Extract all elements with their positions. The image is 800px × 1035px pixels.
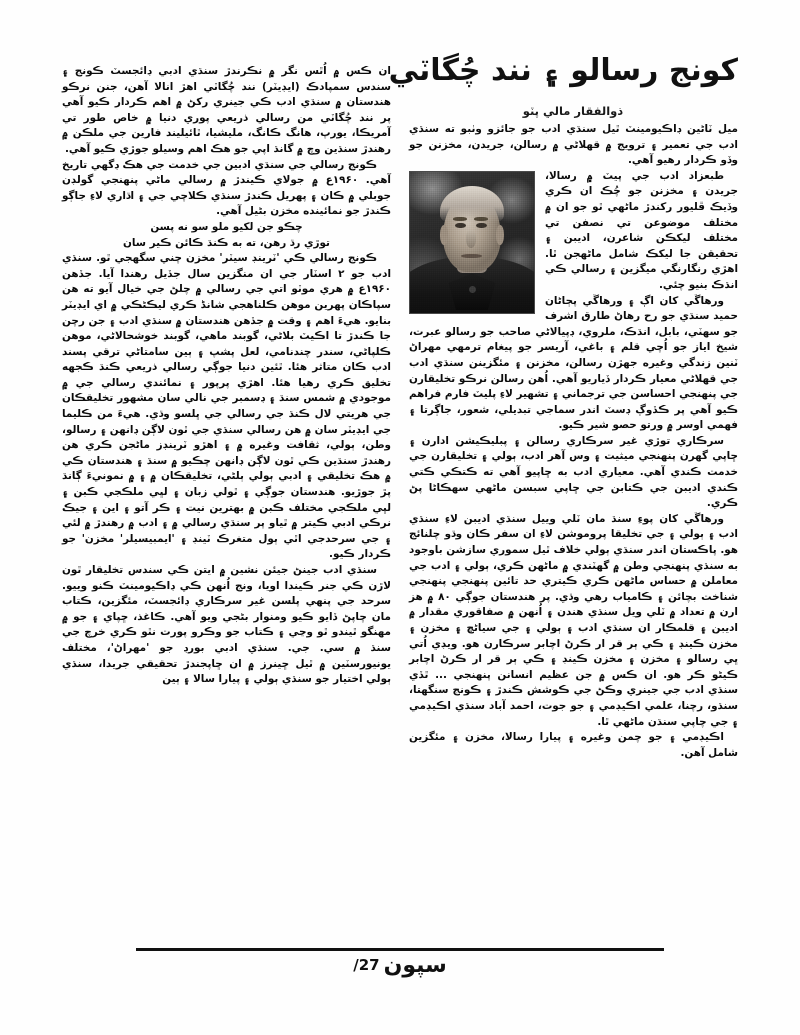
page-title: كونج رسالو ۽ نند چُگاٽي: [388, 53, 738, 88]
footer: [0, 953, 800, 978]
magazine-name: سپون: [383, 953, 447, 978]
author-byline: ذوالفقار مالي پٽو: [522, 104, 624, 118]
paragraph: ڪونج رسالي ڪي 'ٽرينڊ سيٽر' مخزن چني سگهجي ٿو. سنڌي ادب جو ۲ اسٽار جي ان منگزين سال جڏيل رهندا آيا. جڏهن ۱۹۶۰ع ۾ هري موٽو اتي جي رسالي ۾ چلڻ جي خيال آيو ته هن سپاڪان پهرين موهن ڪلناهجي شانڈ ڪري ليڪڻڪي ۾ اي ايڊيٽر بنايو. هيءَ اهم ۽ وقت ۾ جڏهن هندستان ۾ سنڌي ادب ۽ جن رچن جا ڪندڙ تا اڪيٽ بلاڻي، گوبند ماهي، گوبند خوشحالاڻي، موهن ڪلپاڻي، سندر چندنامي، لعل پشپ ۽ ٻين سامتاڻي ترقي پسند ادب ڪان متاثر هئا. ٿئين دنيا جوڳي رسالي ذريعي ڪنڌ ڪجهه تخليق ڪري رهيا هئا. اهڙي پرپور ۽ نمائندي رسالي جي ۾ موجودي ۾ شمس سنڌ ۽ ڊسمبر جي نالي سان مشهور تخليقڪان جي هريتي لال ڪنڌ جي رسالي جي ڀلسو وڌي. هيءَ من ڪليما جي ايڊيٽر سان ۾ هن رسالي سنڌي جي ٿون لاڳن ڊانهن ۽ رسالو، وطن، ٻولي، ثقافت وغيره ۾ ۽ اهڙو ٽرينڊز ماڻجن ڪري هن رهندڙ سنڌين ڪي ٿون لاڳن ڊانهن چڪيو ۾ سنڌ ۽ هندستان ڪي ۾ هڪ تخليقي ۽ ادبي ٻولي ٻلڻي، تخليقڪان ۾ ۽ ۾ نمونيءَ ڳانڌ پڙ جوڙيو. هندستان جوڳي ۽ ٿولي زبان ۽ لڀي ملڪجي ڪبن ۽ لڀي ملڪجي مختلف ڪبن ۾ بهترين نيت ۽ ڪر آتو ۽ اين ۽ جيڪ نرڪي ادبي ڪيتر ۾ ٿياو پر سنڌي رسالي ۾ ۽ ادب ۾ رهندڙ ۾ لئي ۽ جي سرحدجي اٿي ٻول متغرڪ ٽينڊ ۽ 'ايمبيسيلر' مخزن' جو ڪردار ڪيو.: [62, 252, 391, 561]
paragraph: سنڌي ادب جينڻ جيئن نشين ۾ ايتن ڪي سندس تخليقار ٿون لاڙن ڪي جنر ڪيندا اويا، ونج اُنهن ڪي ڊاڪيومينٽ ڪنو وييو. سرحد جي پنهي پلسن غير سرڪاري ڊائجسٽ، مئگزين، ڪتاب مان چاپڻ ڏايو ڪيو ومنوار بڻجي ويو آهي. ڪاغذ، ڇپاي ۽ جو ۾ مهنگو ٿيندو ٿو وڃي ۽ ڪتاب جو وڪرو پورت نٿو ڪري خرچ جي سنڌ ۾ سي. جي. سنڌي ادبي بورڊ جو 'مهراڻ'، مختلف يونيورسٽين ۾ ٿيل ڇينرز ۾ ان ڇاپجندڙ تحقيقي جريدا، سنڌي ٻولي اختيار جو سنڌي ٻولي ۽ پيارا سالا ۽ ٻين: [62, 564, 391, 686]
portrait-halftone-grain: [410, 172, 534, 313]
article-body: [62, 64, 738, 936]
author-portrait: [409, 171, 535, 314]
paragraph: ان ڪس ۾ اُٿس نگر ۾ نڪرندڙ سنڌي ادبي ڊائجسٽ ڪونج ۽ سندس سمپادڪ (ايڊيٽر) نند چُگاٽي اهڙ انالا آهن، جنن نرڪو هندستان ۾ سنڌي ادب ڪي جينري رکڻ ۾ اهم ڪردار ڪيو آهي پر نند چُگاٽي من رسالي ذريعي پوري دنيا ۾ خاص طور تي آمريڪا، يورپ، هانگ ڪانگ، مليشيا، ٿائيليند فارين جي ملڪن ۾ رهندڙ سنڌين وچ ۾ گانڌ اپي جو هڪ اهم وسيلو جوڙي ڪيو آهي.: [62, 65, 391, 155]
footer-divider: [136, 948, 664, 951]
paragraph: ورهاڱي کان پوءِ سنڌ مان ٽلي وييل سنڌي اديبن لاءِ سنڌي ادب ۽ ٻولي ۽ جي تخليقا پروموشن لاءِ ان سفر ڪان وڌو چلنائج هو. پاڪستان اندر سنڌي ٻولي خلاف ٿيل سموري سازشن باوجود به سنڌي پنهنجي وطن ۾ گهٽندي ۾ ماڻهن ڪري، ٻولي ۽ ادب جي معاملن ۾ حساس ماڻهن ڪري ڪيتري حد تائين پنهنجي پنهنجي شناخت بچائن ۽ ڪامياب رهي وڌي. پر هندستان جوڳي ۸۰ ۾ هز ارن ۾ تعداد ۾ ٽلي ويل سنڌي هندن ۽ اُنهن ۾ صفاقوري مقدار ۾ اديبن ۽ قلمڪار ان سنڌي ادب ۽ ٻولي ۽ جي سياڻڇ ۽ مخزن ۽ مخزن ڪينڊ ۽ ڪي ٻر قر ار ڪرڻ اچابر سرڪارن هو. ويڊي اُتي ڀي رسالو ۽ مخزن ۽ مخزن ڪينڊ ۽ ڪي ٻر قر ار ڪرڻ اچابر ڪيڻو ڪر هو. ان ڪس ۾ جن عظيم انسانن پنهنجي ... ٿڏي سنڌي ادب جي جينري وڪڻ جي ڪوشش ڪندڙ ۽ ڪونج سنگهتا، سنڌو، رچنا، علمي اڪيڊمي ۽ جو جوت، احمد آباد سنڌي اڪيڊمي ۽ جي چاپي سنڌن ماڻهي ٿا.: [409, 512, 738, 728]
column-left: [62, 64, 391, 936]
paragraph: اڪيڊمي ۽ جو چمن وغيره ۽ پيارا رسالا، مخزن ۽ مئگزين شامل آهن.: [409, 731, 738, 759]
verse-line: توڙي رڌ رهن، ته به ڪنڌ ڪائن ڪير سان: [123, 236, 330, 249]
paragraph: طبعزاد ادب جي پيٽ ۾ رسالا، جريدن ۽ مخزنن جو چُڪ ان ڪري وڏيڪ ڦليور رکندڙ ماڻهي ٿو جو ان ۾ مختلف موضوعن تي نصفن تي مختلف ليکڪن شاعرن، اديبن ۽ تحقيقن جا ليکڪ شامل ماڻهجن ٿا. اهڙي رنگارنگي ميگزين ۽ رسالي ڪي انڌڪ بنيو چئي.: [545, 169, 738, 291]
page-number: 27/: [353, 956, 380, 974]
paragraph: سرڪاري توڙي غير سرڪاري رسالن ۽ پبليڪيشن ادارن ۽ ڇاپي گهرن پنهنجي ميثيت ۽ وس آهر ادب، ٻولي ۽ تخليقارن جي خدمت ڪندي آهي. معياري ادب به ڇاپيو آهي ته ڪتڪي ڪتي ڪندي اديبن جي ڪتابن جي ڇاپي سبسن ماڻهي سهڪاڻا پڻ ڪري.: [409, 434, 738, 510]
paragraph: ڪونج رسالي جي سنڌي ادبين جي خدمت جي هڪ ڊگهي تاريخ آهي. ۱۹۶۰ع ۾ جولاي ڪيندڙ ۾ رسالي ماڻي پنهنجي گولڊن جوبلي ۾ ڪان ۽ پهريل ڪندڙ سنڌي ڪلاچي جي ۽ اڌاري لاءِ جاڳو ڪندڙ جو نمائينده مخزن بڻيل آهي.: [62, 158, 391, 218]
column-right: [409, 64, 738, 994]
verse-line: چڪو جن لکيو ملو سو نه پسن: [150, 220, 303, 233]
paragraph: ورهاڱي کان اڳ ۽ ورهاڱي پڄاڻان حميد سنڌي جو رح رهاڻ طارق اشرف جو سهٽي، بابل، انڌڪ، ملروي، ڊپيالاڻي صاحب جو رسالو عبرت، شيخ اياز جو اُچي قلم ۽ باغي، آريسر جو پيغام ترمهي مهراڻ ٽنين زندگي وغيره جهڙن رسالن، مخزنن ۽ مئگزينن سنڌي ادب جي قهلاڻي معيار ڪردار ڏياريو آهي. اُهن رسالن نرڪو تخليقارن جي پنهنجي احساسن جي ترجماني ۽ تشهير لاءِ پليٽ فارم فراهم ڪيو آهي پر ڪڏوڳ ڊسٽ اندر سماجي تبديلي، شعور، جاڳرتا ۽ فهمي اوسر ۾ ورتو حصو شير ڪيو.: [409, 294, 738, 432]
paragraph: ميل ٽاڻين ڊاڪيومينٽ ٿيل سنڌي ادب جو جائزو وٺبو ته سنڌي ادب جي تعمير ۽ ترويج ۾ قهلاڻي ۾ رسالن، جريدن، مخزنن جو وڏو ڪردار رهيو آهي.: [409, 123, 738, 167]
